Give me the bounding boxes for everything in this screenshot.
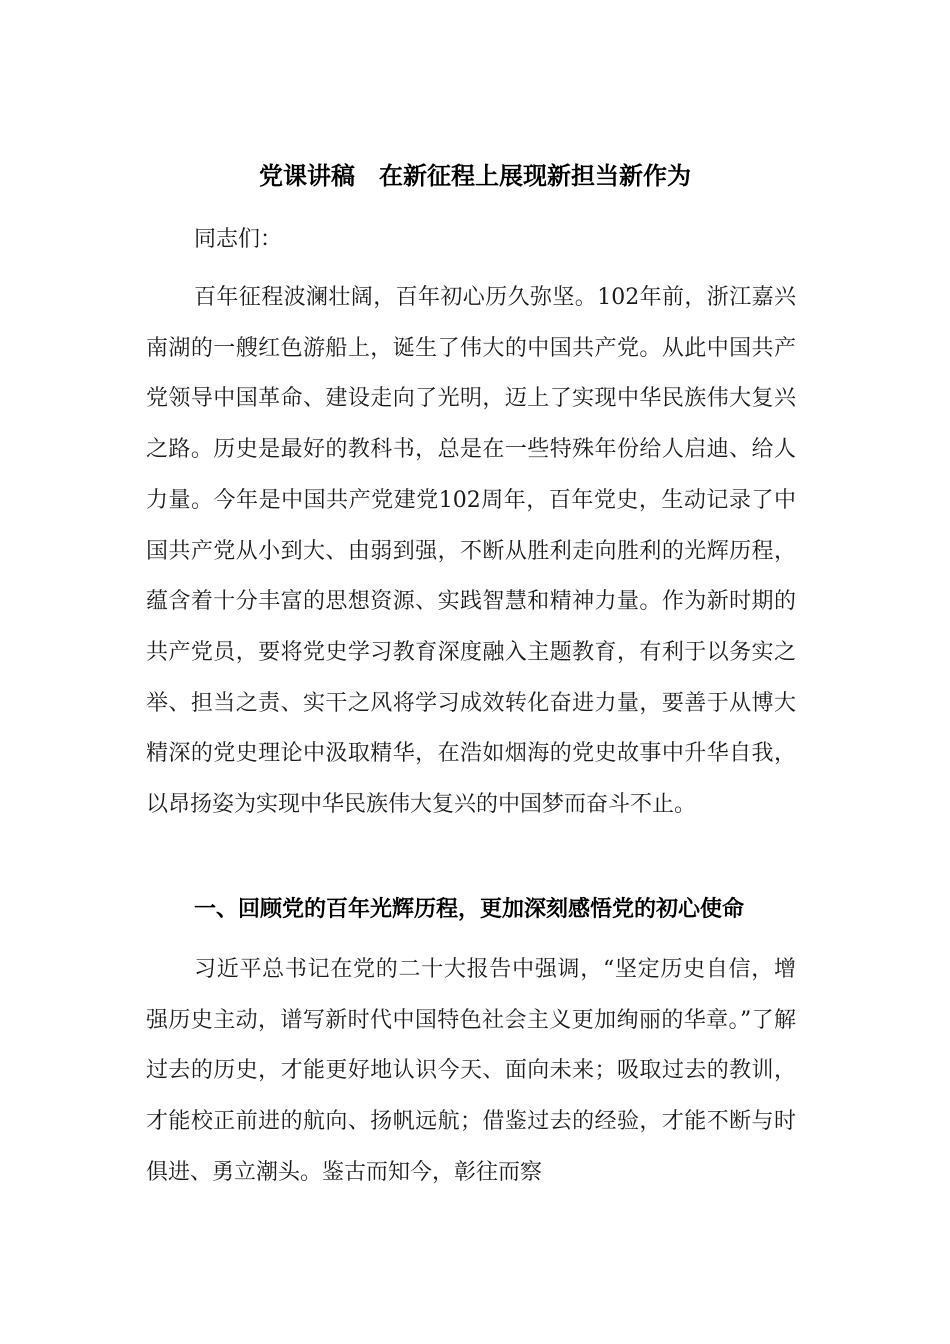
page-title: 党课讲稿 在新征程上展现新担当新作为 [259,162,691,190]
section-paragraph: 习近平总书记在党的二十大报告中强调，“坚定历史自信，增强历史主动，谱写新时代中国特色社会主义更加绚丽的华章。”了解过去的历史，才能更好地认识今天、面向未来；吸取过去的教训，才能校正前进的航向、扬帆远航；借鉴过去的经验，才能不断与时俱进、勇立潮头。鉴古而知今，彰往而察 [146,957,796,1185]
intro-paragraph: 百年征程波澜壮阔，百年初心历久弥坚。102年前，浙江嘉兴南湖的一艘红色游船上，诞生了伟大的中国共产党。从此中国共产党领导中国革命、建设走向了光明，迈上了实现中华民族伟大复兴之路。历史是最好的教科书，总是在一些特殊年份给人启迪、给人力量。今年是中国共产党建党102周年，百年党史，生动记录了中国共产党从小到大、由弱到强，不断从胜利走向胜利的光辉历程，蕴含着十分丰富的思想资源、实践智慧和精神力量。作为新时期的共产党员，要将党史学习教育深度融入主题教育，有利于以务实之举、担当之责、实干之风将学习成效转化奋进力量，要善于从博大精深的党史理论中汲取精华，在浩如烟海的党史故事中升华自我，以昂扬姿为实现中华民族伟大复兴的中国梦而奋斗不止。 [146,285,796,818]
salutation: 同志们： [194,227,283,252]
section-heading: 一、回顾党的百年光辉历程，更加深刻感悟党的初心使命 [194,897,745,922]
